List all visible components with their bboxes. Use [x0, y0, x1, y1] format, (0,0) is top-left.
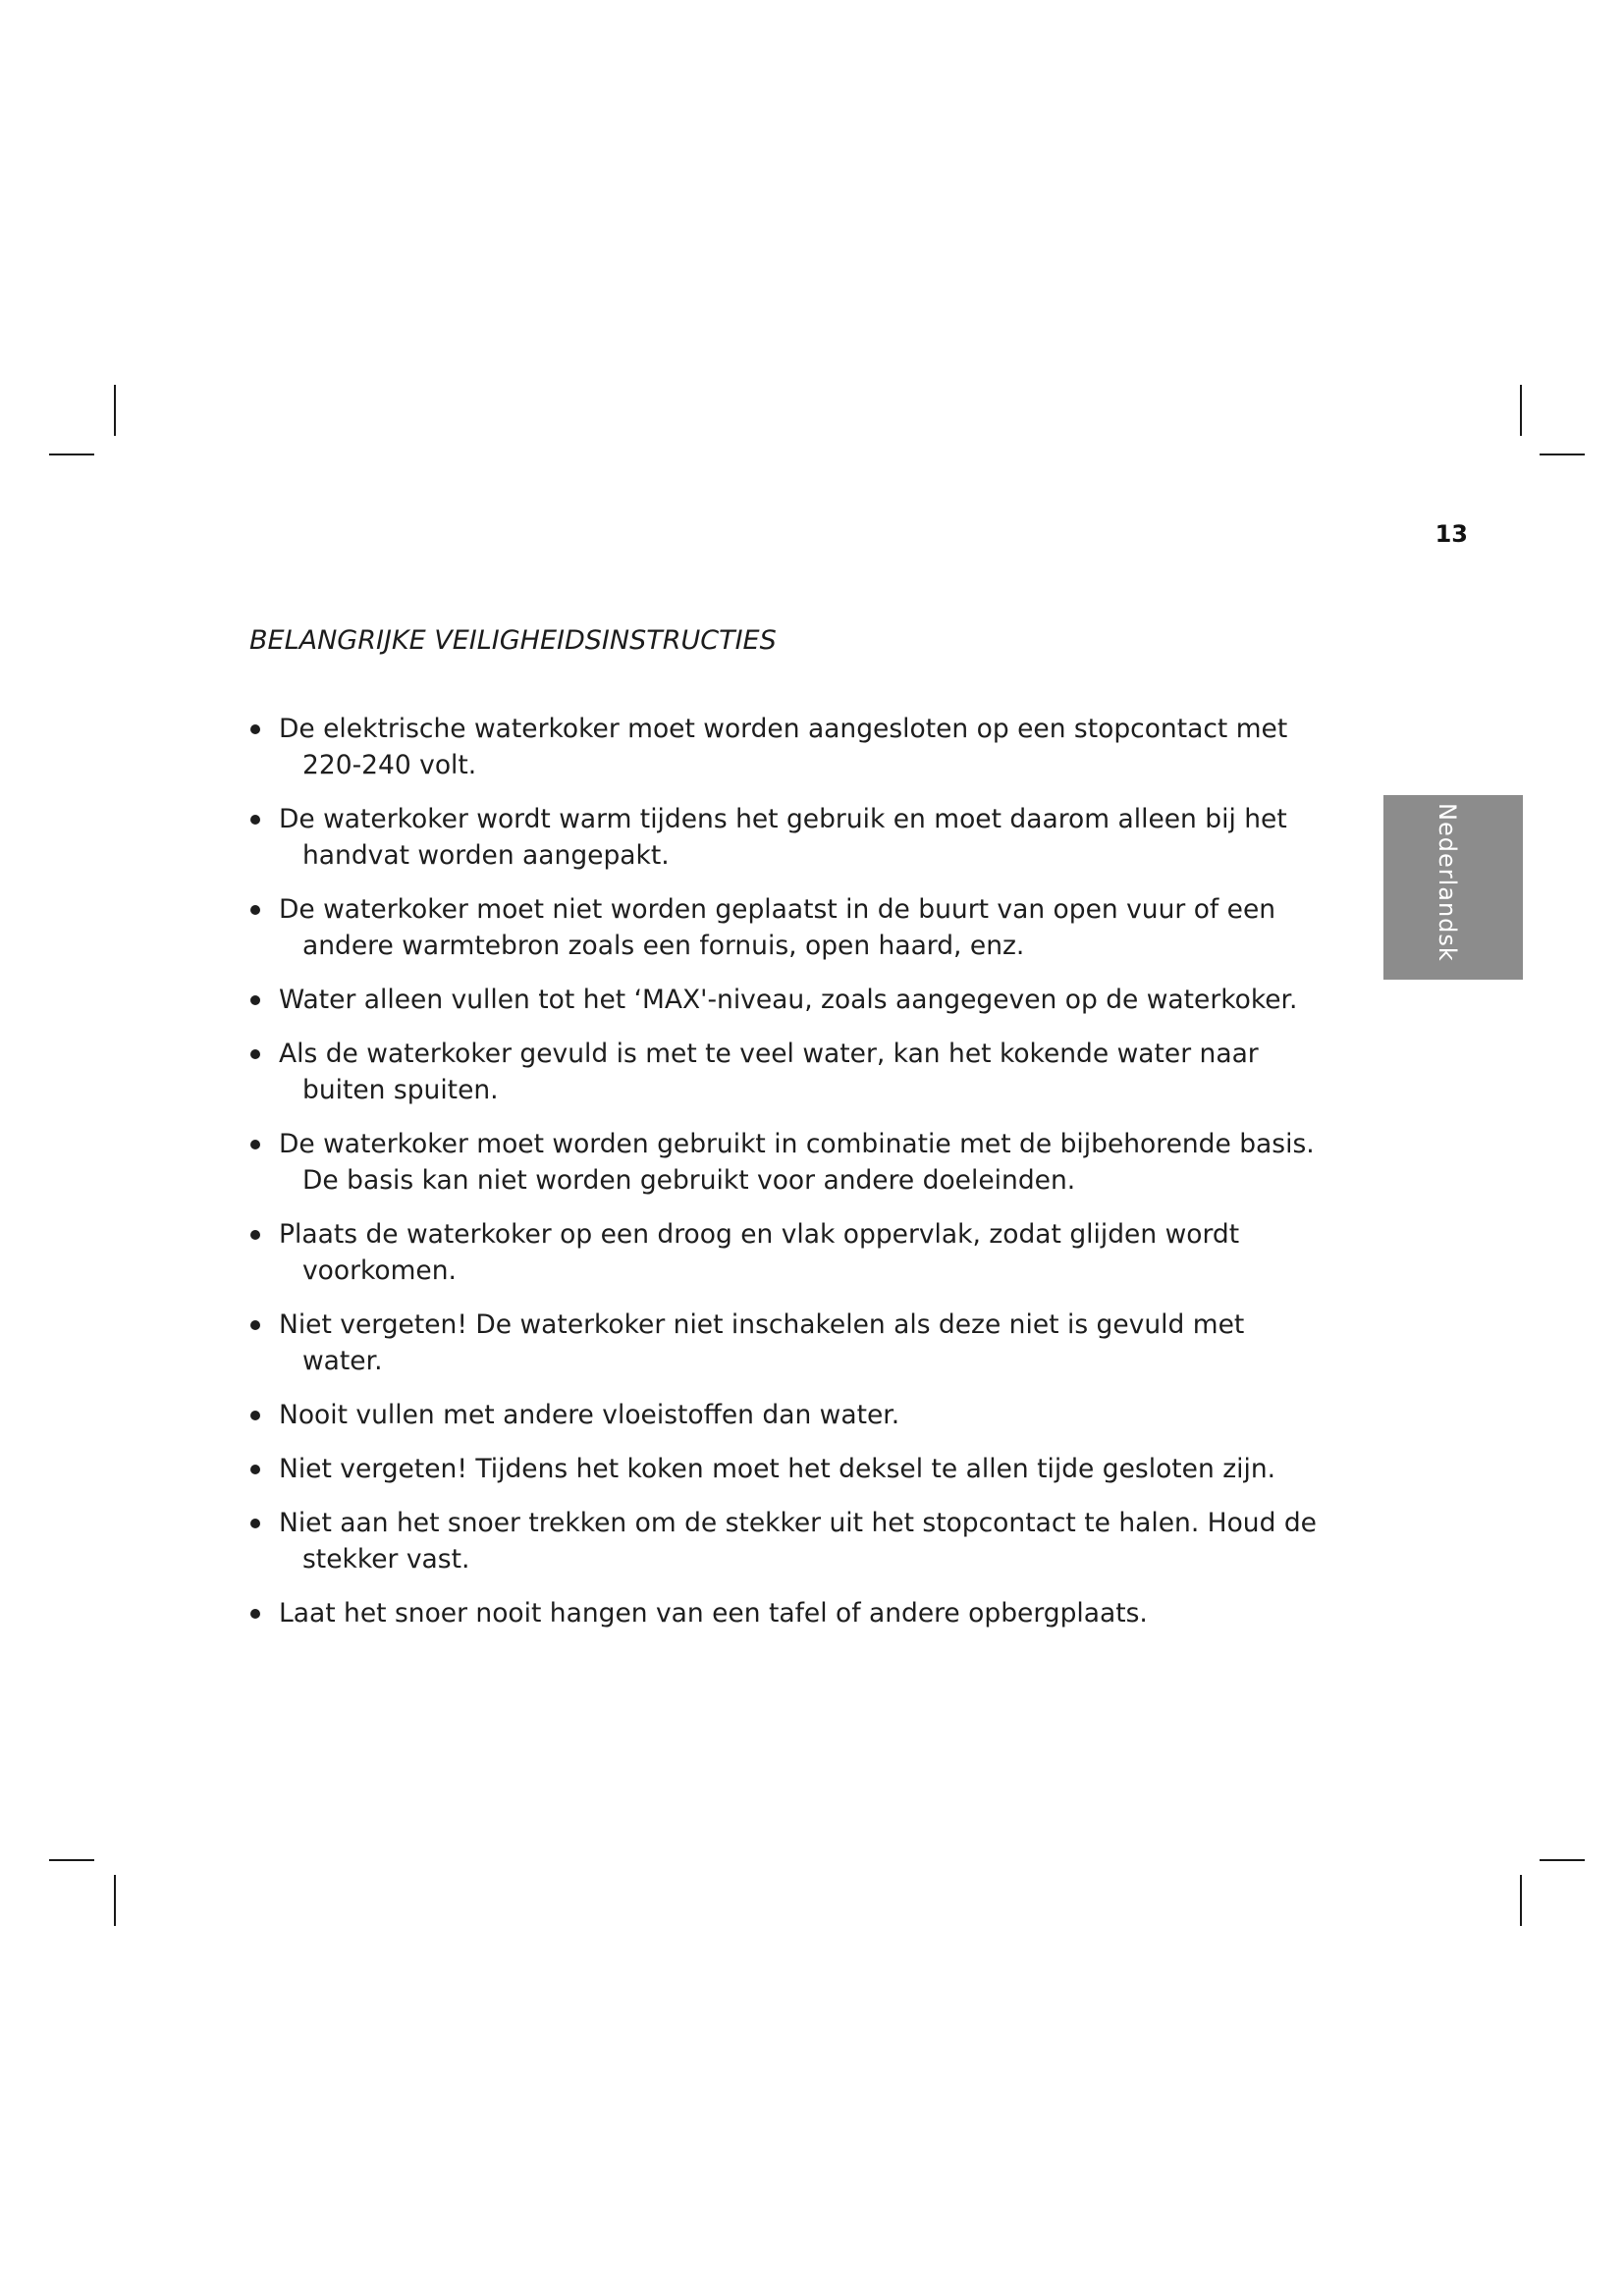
bullet-icon — [250, 1049, 260, 1059]
list-item-text-line: Niet vergeten! Tijdens het koken moet het deksel te allen tijde gesloten zijn. — [279, 1454, 1276, 1484]
bullet-icon — [250, 1609, 260, 1619]
list-item-text-line: De waterkoker moet worden gebruikt in combinatie met de bijbehorende basis. — [279, 1129, 1315, 1159]
crop-mark-top-right-horizontal — [1540, 454, 1585, 455]
list-item — [247, 1451, 1357, 1487]
language-side-tab — [1383, 795, 1523, 980]
crop-mark-top-left-vertical — [114, 385, 116, 436]
bullet-icon — [250, 1465, 260, 1474]
section-title: BELANGRIJKE VEILIGHEIDSINSTRUCTIES — [249, 625, 777, 656]
crop-mark-bottom-left-vertical — [114, 1875, 116, 1926]
list-item — [247, 1307, 1357, 1379]
list-item — [247, 1036, 1357, 1108]
list-item-text-line: Plaats de waterkoker op een droog en vlak oppervlak, zodat glijden wordt — [279, 1219, 1240, 1250]
list-item — [247, 1595, 1357, 1631]
list-item-text-line: handvat worden aangepakt. — [302, 840, 670, 871]
bullet-icon — [250, 1519, 260, 1528]
list-item-text-line: buiten spuiten. — [302, 1075, 499, 1105]
list-item-text-line: De waterkoker moet niet worden geplaatst in de buurt van open vuur of een — [279, 894, 1276, 925]
list-item — [247, 1397, 1357, 1433]
list-item — [247, 1505, 1357, 1577]
list-item-text-line: water. — [302, 1346, 383, 1376]
language-side-tab-label: Nederlandsk — [1434, 803, 1461, 962]
crop-mark-bottom-right-horizontal — [1540, 1859, 1585, 1861]
crop-mark-bottom-left-horizontal — [49, 1859, 94, 1861]
crop-mark-top-right-vertical — [1520, 385, 1522, 436]
bullet-icon — [250, 995, 260, 1005]
safety-instructions-list — [247, 711, 1357, 1649]
list-item — [247, 982, 1357, 1018]
crop-mark-top-left-horizontal — [49, 454, 94, 455]
list-item-text-line: Als de waterkoker gevuld is met te veel water, kan het kokende water naar — [279, 1039, 1259, 1069]
bullet-icon — [250, 1230, 260, 1240]
bullet-icon — [250, 1320, 260, 1330]
list-item-text-line: Nooit vullen met andere vloeistoffen dan water. — [279, 1400, 900, 1430]
crop-mark-bottom-right-vertical — [1520, 1875, 1522, 1926]
bullet-icon — [250, 1411, 260, 1420]
list-item — [247, 801, 1357, 874]
list-item-text-line: Water alleen vullen tot het ‘MAX'-niveau, zoals aangegeven op de waterkoker. — [279, 985, 1298, 1015]
list-item — [247, 1126, 1357, 1199]
list-item-text-line: Niet aan het snoer trekken om de stekker uit het stopcontact te halen. Houd de — [279, 1508, 1317, 1538]
bullet-icon — [250, 1140, 260, 1149]
list-item-text-line: voorkomen. — [302, 1255, 457, 1286]
bullet-icon — [250, 905, 260, 915]
list-item-text-line: Niet vergeten! De waterkoker niet inschakelen als deze niet is gevuld met — [279, 1309, 1245, 1340]
list-item — [247, 891, 1357, 964]
bullet-icon — [250, 724, 260, 734]
list-item-text-line: stekker vast. — [302, 1544, 470, 1575]
list-item-text-line: De basis kan niet worden gebruikt voor andere doeleinden. — [302, 1165, 1076, 1196]
list-item-text-line: 220-240 volt. — [302, 750, 477, 780]
list-item-text-line: De waterkoker wordt warm tijdens het gebruik en moet daarom alleen bij het — [279, 804, 1287, 834]
list-item — [247, 711, 1357, 783]
list-item-text-line: andere warmtebron zoals een fornuis, open haard, enz. — [302, 931, 1025, 961]
list-item-text-line: De elektrische waterkoker moet worden aangesloten op een stopcontact met — [279, 714, 1288, 744]
bullet-icon — [250, 815, 260, 825]
list-item-text-line: Laat het snoer nooit hangen van een tafel of andere opbergplaats. — [279, 1598, 1148, 1629]
page-number: 13 — [1435, 520, 1468, 548]
list-item — [247, 1216, 1357, 1289]
